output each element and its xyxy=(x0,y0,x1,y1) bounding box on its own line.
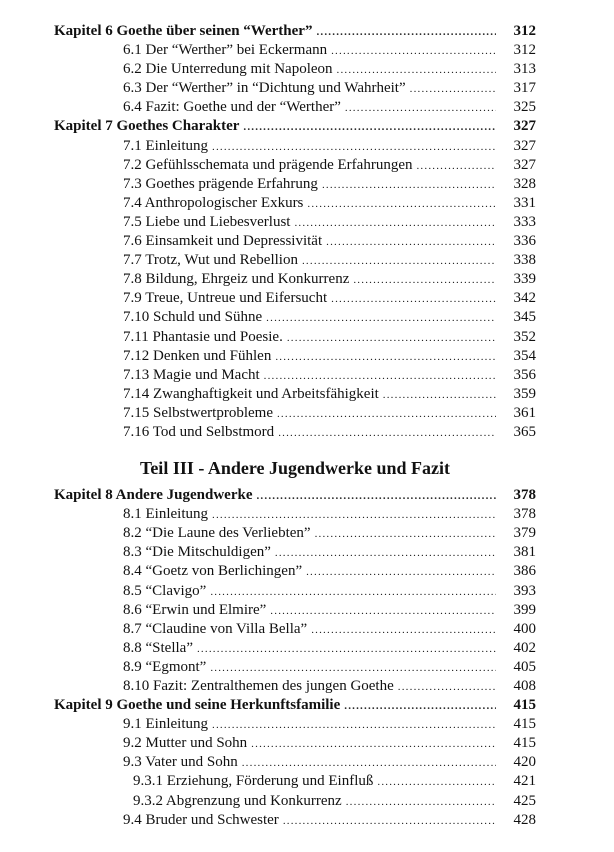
page-number: 415 xyxy=(513,735,536,752)
leader-dots xyxy=(251,735,496,754)
page-number: 313 xyxy=(513,61,536,78)
page-number: 359 xyxy=(513,385,536,402)
page-number: 327 xyxy=(513,137,536,154)
page-number: 393 xyxy=(513,582,536,599)
leader-dots xyxy=(266,309,496,328)
leader-dots xyxy=(212,716,496,735)
leader-dots xyxy=(283,812,496,831)
page-number: 405 xyxy=(513,658,536,675)
section-title: 9.3 Vater und Sohn xyxy=(123,754,238,771)
toc-chapter-7[interactable] xyxy=(0,117,614,136)
toc-section-8-4[interactable] xyxy=(0,562,614,581)
page-number: 425 xyxy=(513,792,536,809)
page-number: 342 xyxy=(513,290,536,307)
page-number: 378 xyxy=(513,487,536,504)
section-title: 9.1 Einleitung xyxy=(123,716,208,733)
toc-section-8-1[interactable] xyxy=(0,505,614,524)
leader-dots xyxy=(331,290,496,309)
leader-dots xyxy=(353,271,496,290)
leader-dots xyxy=(264,367,496,386)
section-title: 8.5 “Clavigo” xyxy=(123,582,207,599)
toc-chapter-8[interactable] xyxy=(0,486,614,505)
leader-dots xyxy=(277,405,496,424)
section-title: 6.3 Der “Werther” in “Dichtung und Wahrheit” xyxy=(123,80,406,97)
section-title: 8.3 “Die Mitschuldigen” xyxy=(123,544,271,561)
section-title: 7.10 Schuld und Sühne xyxy=(123,309,263,326)
leader-dots xyxy=(337,61,496,80)
page-number: 381 xyxy=(513,544,536,561)
toc-section-8-3[interactable] xyxy=(0,543,614,562)
table-of-contents xyxy=(0,22,614,830)
toc-section-7-8[interactable] xyxy=(0,270,614,289)
leader-dots xyxy=(315,525,496,544)
page-number: 399 xyxy=(513,601,536,618)
page-number: 336 xyxy=(513,233,536,250)
toc-section-8-6[interactable] xyxy=(0,601,614,620)
section-title: 8.9 “Egmont” xyxy=(123,658,207,675)
leader-dots xyxy=(210,583,496,602)
section-title: 8.7 “Claudine von Villa Bella” xyxy=(123,620,308,637)
leader-dots xyxy=(311,621,496,640)
toc-section-7-14[interactable] xyxy=(0,385,614,404)
chapter-title: Kapitel 9 Goethe und seine Herkunftsfamilie xyxy=(54,697,341,714)
section-title: 7.2 Gefühlsschemata und prägende Erfahrungen xyxy=(123,156,413,173)
section-title: 7.12 Denken und Fühlen xyxy=(123,347,272,364)
section-title: 8.1 Einleitung xyxy=(123,506,208,523)
toc-section-8-5[interactable] xyxy=(0,582,614,601)
page-number: 354 xyxy=(513,347,536,364)
section-title: 7.4 Anthropologischer Exkurs xyxy=(123,194,304,211)
section-title: 7.13 Magie und Macht xyxy=(123,366,260,383)
section-title: 7.14 Zwanghaftigkeit und Arbeitsfähigkeit xyxy=(123,385,379,402)
toc-section-6-3[interactable] xyxy=(0,79,614,98)
leader-dots xyxy=(410,80,496,99)
page-number: 428 xyxy=(513,811,536,828)
section-title: 8.2 “Die Laune des Verliebten” xyxy=(123,525,311,542)
leader-dots xyxy=(345,99,496,118)
toc-section-7-9[interactable] xyxy=(0,289,614,308)
leader-dots xyxy=(275,348,496,367)
leader-dots xyxy=(210,659,496,678)
page-number: 325 xyxy=(513,99,536,116)
chapter-title: Kapitel 6 Goethe über seinen “Werther” xyxy=(54,23,313,39)
leader-dots xyxy=(416,157,496,176)
section-title: 7.7 Trotz, Wut und Rebellion xyxy=(123,252,298,269)
leader-dots xyxy=(294,214,496,233)
page-number: 361 xyxy=(513,404,536,421)
toc-section-6-1[interactable] xyxy=(0,41,614,60)
section-title: 8.10 Fazit: Zentralthemen des jungen Goethe xyxy=(123,678,394,694)
leader-dots xyxy=(212,506,496,525)
page-number: 327 xyxy=(513,118,536,135)
leader-dots xyxy=(326,233,496,252)
leader-dots xyxy=(322,176,496,195)
page-number: 327 xyxy=(513,156,536,173)
toc-section-8-7[interactable] xyxy=(0,620,614,639)
page-number: 331 xyxy=(513,194,536,211)
leader-dots xyxy=(243,118,496,137)
toc-section-7-12[interactable] xyxy=(0,347,614,366)
leader-dots xyxy=(302,252,496,271)
page-number: 345 xyxy=(513,309,536,326)
section-title: 7.15 Selbstwertprobleme xyxy=(123,404,273,421)
section-title: 6.1 Der “Werther” bei Eckermann xyxy=(123,42,328,59)
section-title: 7.11 Phantasie und Poesie. xyxy=(123,328,283,345)
leader-dots xyxy=(212,138,496,157)
leader-dots xyxy=(331,42,496,61)
toc-section-8-10[interactable] xyxy=(0,677,614,696)
toc-section-7-1[interactable] xyxy=(0,137,614,156)
page-number: 421 xyxy=(513,773,536,790)
page-number: 386 xyxy=(513,563,536,580)
section-title: 7.9 Treue, Untreue und Eifersucht xyxy=(123,290,328,307)
toc-section-7-2[interactable] xyxy=(0,156,614,175)
page-number: 402 xyxy=(513,639,536,656)
toc-section-6-4[interactable] xyxy=(0,98,614,117)
toc-section-7-16[interactable] xyxy=(0,423,614,442)
leader-dots xyxy=(197,640,496,659)
page-number: 328 xyxy=(513,175,536,192)
section-title: 8.4 “Goetz von Berlichingen” xyxy=(123,563,303,580)
toc-section-7-4[interactable] xyxy=(0,194,614,213)
page-number: 378 xyxy=(513,506,536,523)
toc-section-8-2[interactable] xyxy=(0,524,614,543)
toc-chapter-6[interactable] xyxy=(0,22,614,41)
page-number: 356 xyxy=(513,366,536,383)
page-number: 400 xyxy=(513,620,536,637)
toc-section-7-6[interactable] xyxy=(0,232,614,251)
section-title: 7.6 Einsamkeit und Depressivität xyxy=(123,233,323,250)
leader-dots xyxy=(306,563,496,582)
leader-dots xyxy=(307,195,496,214)
toc-section-7-11[interactable] xyxy=(0,328,614,347)
leader-dots xyxy=(242,754,496,773)
page-number: 365 xyxy=(513,423,536,440)
leader-dots xyxy=(256,487,496,506)
page-number: 379 xyxy=(513,525,536,542)
toc-section-9-4[interactable] xyxy=(0,811,614,830)
section-title: 9.3.1 Erziehung, Förderung und Einfluß xyxy=(133,773,374,790)
leader-dots xyxy=(398,678,496,697)
page-number: 333 xyxy=(513,213,536,230)
leader-dots xyxy=(383,386,496,405)
section-title: 7.5 Liebe und Liebesverlust xyxy=(123,213,291,230)
section-title: 7.8 Bildung, Ehrgeiz und Konkurrenz xyxy=(123,271,350,288)
section-title: 7.1 Einleitung xyxy=(123,137,208,154)
leader-dots xyxy=(316,23,496,42)
page-number: 312 xyxy=(513,23,536,39)
leader-dots xyxy=(287,329,496,348)
section-title: 9.2 Mutter und Sohn xyxy=(123,735,248,752)
section-title: 7.3 Goethes prägende Erfahrung xyxy=(123,175,318,192)
toc-section-9-3[interactable] xyxy=(0,753,614,772)
section-title: 6.4 Fazit: Goethe und der “Werther” xyxy=(123,99,341,116)
toc-section-7-5[interactable] xyxy=(0,213,614,232)
leader-dots xyxy=(270,602,496,621)
section-title: 6.2 Die Unterredung mit Napoleon xyxy=(123,61,333,78)
page-number: 338 xyxy=(513,252,536,269)
section-title: 8.8 “Stella” xyxy=(123,639,193,656)
toc-section-8-9[interactable] xyxy=(0,658,614,677)
page-number: 339 xyxy=(513,271,536,288)
chapter-title: Kapitel 8 Andere Jugendwerke xyxy=(54,487,253,504)
page-number: 317 xyxy=(513,80,536,97)
leader-dots xyxy=(275,544,496,563)
section-title: 9.3.2 Abgrenzung und Konkurrenz xyxy=(133,792,342,809)
page-number: 408 xyxy=(513,678,536,694)
section-title: 9.4 Bruder und Schwester xyxy=(123,811,279,828)
section-title: 8.6 “Erwin und Elmire” xyxy=(123,601,267,618)
toc-chapter-9[interactable] xyxy=(0,696,614,715)
toc-subsection-9-3-2[interactable] xyxy=(0,792,614,811)
leader-dots xyxy=(278,424,496,443)
toc-section-7-15[interactable] xyxy=(0,404,614,423)
page-number: 312 xyxy=(513,42,536,59)
toc-section-9-1[interactable] xyxy=(0,715,614,734)
leader-dots xyxy=(346,793,496,812)
leader-dots xyxy=(344,697,496,716)
toc-section-7-7[interactable] xyxy=(0,251,614,270)
toc-subsection-9-3-1[interactable] xyxy=(0,772,614,791)
toc-section-8-8[interactable] xyxy=(0,639,614,658)
page-number: 415 xyxy=(513,697,536,714)
part-heading[interactable]: Teil III - Andere Jugendwerke und Fazit xyxy=(139,458,451,479)
leader-dots xyxy=(377,773,496,792)
page-number: 415 xyxy=(513,716,536,733)
toc-section-6-2[interactable] xyxy=(0,60,614,79)
page-number: 352 xyxy=(513,328,536,345)
toc-section-7-3[interactable] xyxy=(0,175,614,194)
section-title: 7.16 Tod und Selbstmord xyxy=(123,423,275,440)
chapter-title: Kapitel 7 Goethes Charakter xyxy=(54,118,240,135)
toc-section-7-10[interactable] xyxy=(0,308,614,327)
toc-section-9-2[interactable] xyxy=(0,734,614,753)
page-number: 420 xyxy=(513,754,536,771)
toc-section-7-13[interactable] xyxy=(0,366,614,385)
